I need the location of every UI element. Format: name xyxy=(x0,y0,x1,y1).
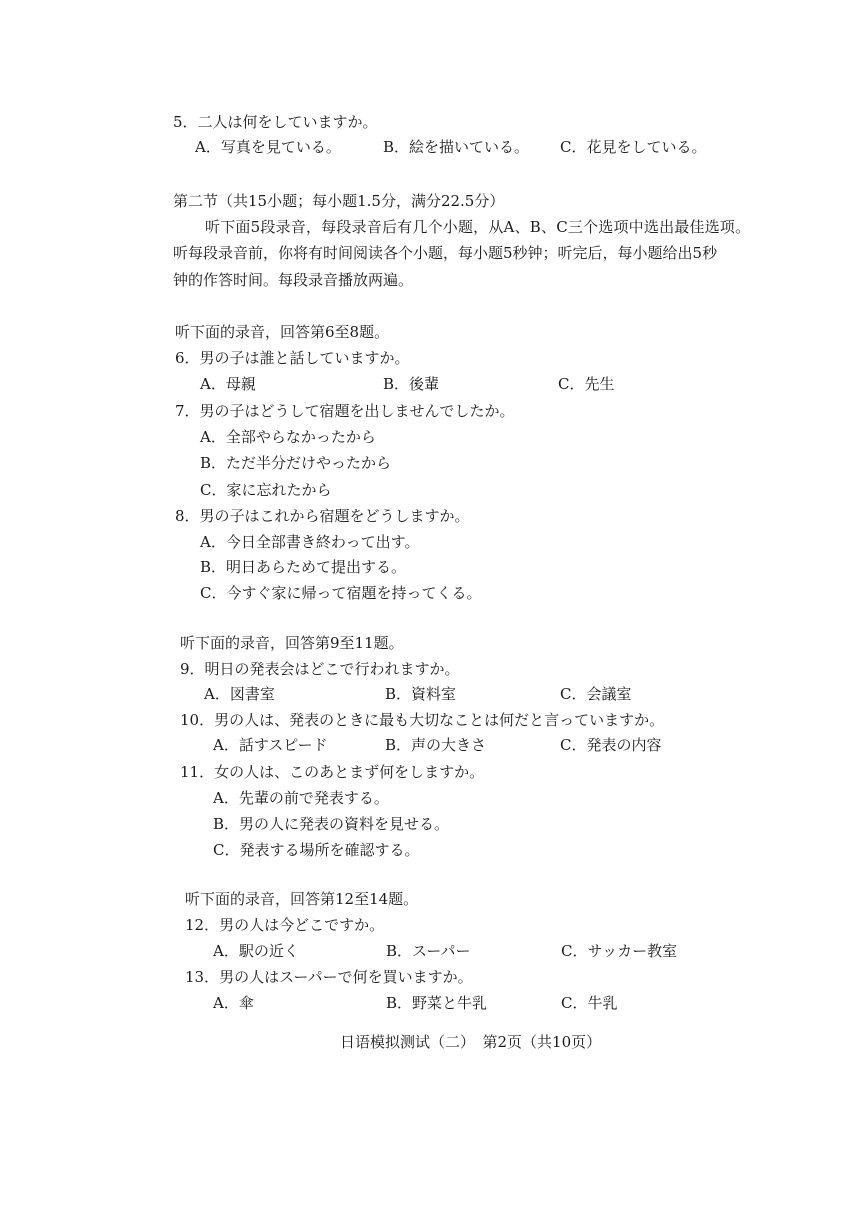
question-13: 13．男の人はスーパーで何を買いますか。 xyxy=(185,968,473,986)
q11-option-a: A．先輩の前で発表する。 xyxy=(213,789,389,807)
q8-option-c: C．今すぐ家に帰って宿題を持ってくる。 xyxy=(200,584,482,602)
instructions-line-3: 钟的作答时间。每段录音播放两遍。 xyxy=(173,271,414,289)
question-5: 5．二人は何をしていますか。 xyxy=(173,113,378,131)
question-10: 10．男の人は、発表のときに最も大切なことは何だと言っていますか。 xyxy=(180,711,665,729)
group-3-intro: 听下面的录音，回答第12至14题。 xyxy=(185,890,419,908)
q13-option-c: C．牛乳 xyxy=(561,994,618,1012)
q10-option-a: A．話すスピード xyxy=(213,736,328,754)
q7-option-b: B．ただ半分だけやったから xyxy=(200,454,392,472)
q8-option-b: B．明日あらためて提出する。 xyxy=(200,558,407,576)
q10-option-c: C．発表の内容 xyxy=(560,736,662,754)
group-1-intro: 听下面的录音，回答第6至8题。 xyxy=(175,323,390,341)
q9-option-c: C．会議室 xyxy=(560,685,632,703)
instructions-line-2: 听每段录音前，你将有时间阅读各个小题，每小题5秒钟；听完后，每小题给出5秒 xyxy=(173,244,718,262)
question-11: 11．女の人は、このあとまず何をしますか。 xyxy=(180,763,485,781)
q9-option-b: B．資料室 xyxy=(385,685,457,703)
q6-option-c: C．先生 xyxy=(558,375,615,393)
question-12: 12．男の人は今どこですか。 xyxy=(185,916,385,934)
group-2-intro: 听下面的录音，回答第9至11题。 xyxy=(180,634,404,652)
q5-option-b: B．絵を描いている。 xyxy=(383,138,530,156)
question-8: 8．男の子はこれから宿題をどうしますか。 xyxy=(175,507,470,525)
q12-option-a: A．駅の近く xyxy=(213,942,299,960)
q10-option-b: B．声の大きさ xyxy=(385,736,487,754)
page-footer: 日语模拟测试（二） 第2页（共10页） xyxy=(340,1033,602,1051)
q5-option-c: C．花見をしている。 xyxy=(560,138,707,156)
q8-option-a: A．今日全部書き終わって出す。 xyxy=(200,533,420,551)
question-6: 6．男の子は誰と話していますか。 xyxy=(175,349,410,367)
q11-option-c: C．発表する場所を確認する。 xyxy=(213,841,420,859)
q7-option-c: C．家に忘れたから xyxy=(200,481,332,499)
question-7: 7．男の子はどうして宿題を出しませんでしたか。 xyxy=(175,402,515,420)
q6-option-b: B．後輩 xyxy=(383,375,440,393)
q12-option-b: B．スーパー xyxy=(386,942,471,960)
q6-option-a: A．母親 xyxy=(200,375,256,393)
q5-option-a: A．写真を見ている。 xyxy=(195,138,341,156)
q13-option-b: B．野菜と牛乳 xyxy=(386,994,488,1012)
q13-option-a: A．傘 xyxy=(213,994,254,1012)
q11-option-b: B．男の人に発表の資料を見せる。 xyxy=(213,815,450,833)
q9-option-a: A．図書室 xyxy=(204,685,275,703)
section-heading: 第二节（共15小题；每小题1.5分，满分22.5分） xyxy=(173,192,505,210)
question-9: 9．明日の発表会はどこで行われますか。 xyxy=(180,660,460,678)
instructions-line-1: 听下面5段录音，每段录音后有几个小题，从A、B、C三个选项中选出最佳选项。 xyxy=(205,218,751,236)
q12-option-c: C．サッカー教室 xyxy=(561,942,678,960)
q7-option-a: A．全部やらなかったから xyxy=(200,428,376,446)
